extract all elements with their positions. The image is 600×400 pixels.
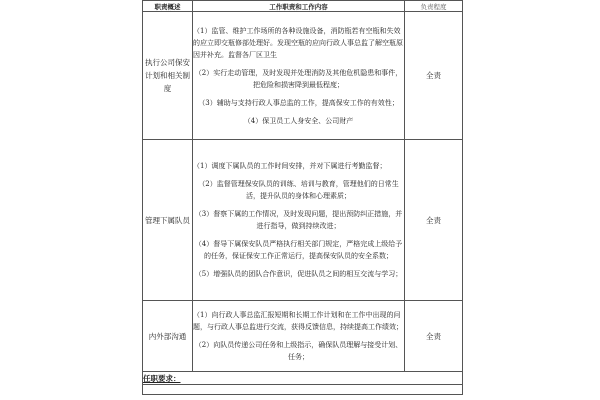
duty-category: 管理下属队员 <box>143 140 193 301</box>
responsibility-level: 全责 <box>405 301 463 372</box>
list-item: （3）督察下属的工作情况，及时发现问题，提出预防纠正措施，并进行指导，做到持续改进； <box>194 210 403 230</box>
requirements-content <box>143 385 463 395</box>
job-duties-table <box>142 0 463 395</box>
list-item: （1）调度下属队员的工作时间安排，并对下属进行考勤监督； <box>193 162 387 170</box>
header-duty-overview: 职责概述 <box>143 1 193 12</box>
duty-content-cell <box>193 12 405 140</box>
list-item: （2）监督管理保安队员的训练、培训与教育，管理他们的日常生活，提升队员的身体和心理素质； <box>198 180 399 200</box>
list-item: （5）增强队员的团队合作意识，促进队员之间的相互交流与学习； <box>194 270 403 278</box>
list-item: （4）督导下属保安队员严格执行相关部门规定，严格完成上级给予的任务，保证保安工作正常运行，提高保安队员的安全系数； <box>194 240 403 260</box>
table-row <box>143 140 463 301</box>
header-duty-content: 工作职责和工作内容 <box>193 1 405 12</box>
duty-category: 内外部沟通 <box>143 301 193 372</box>
responsibility-level: 全责 <box>405 12 463 140</box>
responsibility-level: 全责 <box>405 140 463 301</box>
table-row <box>143 12 463 140</box>
table-row <box>143 301 463 372</box>
header-responsibility-level: 负责程度 <box>405 1 463 12</box>
duty-category: 执行公司保安计划和相关制度 <box>143 12 193 140</box>
duty-content-cell <box>193 301 405 372</box>
table-header-row <box>143 1 463 12</box>
list-item: （4）保卫员工人身安全、公司财产 <box>243 116 354 125</box>
requirements-label: 任职要求： <box>143 372 463 385</box>
requirements-row <box>143 372 463 385</box>
list-item: （1）向行政人事总监汇报短期和长期工作计划和在工作中出现的问题，与行政人事总监进行交流，获得反馈信息，持续提高工作绩效； <box>193 311 403 331</box>
duty-content-cell <box>193 140 405 301</box>
list-item: （3）辅助与支持行政人事总监的工作，提高保安工作的有效性； <box>198 98 399 107</box>
list-item: （1）监管、维护工作场所的各种设施设备，消防瓶若有空瓶和失效的应立即交瓶修部处理好。发现空瓶的应向行政人事总监了解空瓶原因并补充。监督各厂区卫生 <box>193 26 403 59</box>
list-item: （2）实行走动管理，及时发现并处理消防及其他危机隐患和事件，把危险和损害降到最低程度； <box>194 68 403 89</box>
list-item: （2）向队员传递公司任务和上级指示，确保队员理解与接受计划、任务； <box>194 341 403 361</box>
blank-row <box>143 385 463 395</box>
